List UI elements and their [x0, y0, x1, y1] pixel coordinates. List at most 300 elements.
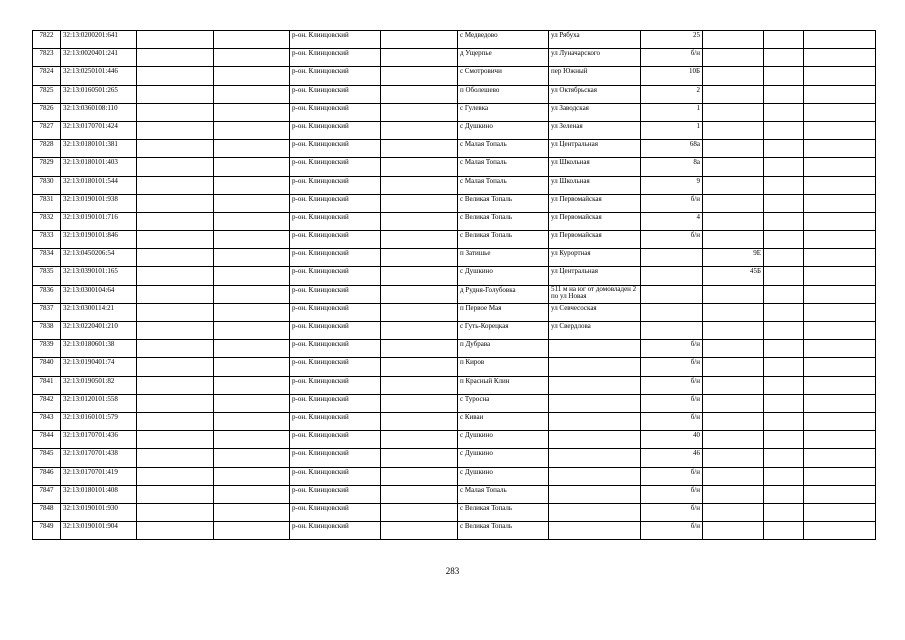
empty-cell — [764, 231, 804, 249]
table-row — [33, 194, 876, 212]
house-number-cell: 1 — [641, 103, 703, 121]
street-cell: ул Зеленая — [549, 121, 641, 139]
building-cell — [703, 49, 764, 67]
district-cell: р-он. Клинцовский — [290, 176, 381, 194]
empty-cell — [764, 103, 804, 121]
row-number-cell: 7822 — [33, 31, 61, 49]
table-row — [33, 322, 876, 340]
street-cell — [549, 467, 641, 485]
table-row — [33, 231, 876, 249]
empty-cell — [214, 194, 290, 212]
empty-cell — [214, 49, 290, 67]
row-number-cell: 7833 — [33, 231, 61, 249]
page-number: 283 — [445, 566, 460, 576]
empty-cell — [804, 322, 876, 340]
house-number-cell — [641, 322, 703, 340]
empty-cell — [381, 67, 458, 85]
empty-cell — [764, 212, 804, 230]
row-number-cell: 7843 — [33, 412, 61, 430]
settlement-cell: п Затишье — [458, 249, 549, 267]
house-number-cell: б/н — [641, 485, 703, 503]
registry-table — [32, 30, 876, 540]
settlement-cell: с Малая Топаль — [458, 158, 549, 176]
settlement-cell: д Ущерпье — [458, 49, 549, 67]
empty-cell — [137, 485, 214, 503]
empty-cell — [214, 121, 290, 139]
building-cell: 9Е — [703, 249, 764, 267]
district-cell: р-он. Клинцовский — [290, 249, 381, 267]
empty-cell — [214, 485, 290, 503]
cadastral-number-cell: 32:13:0180101:408 — [61, 485, 137, 503]
street-cell — [549, 431, 641, 449]
empty-cell — [381, 485, 458, 503]
empty-cell — [804, 467, 876, 485]
district-cell: р-он. Клинцовский — [290, 303, 381, 321]
empty-cell — [381, 267, 458, 285]
cadastral-number-cell: 32:13:0300114:21 — [61, 303, 137, 321]
empty-cell — [804, 376, 876, 394]
table-row — [33, 285, 876, 303]
empty-cell — [214, 303, 290, 321]
district-cell: р-он. Клинцовский — [290, 103, 381, 121]
building-cell — [703, 85, 764, 103]
street-cell: ул Севчесоская — [549, 303, 641, 321]
building-cell — [703, 522, 764, 540]
empty-cell — [804, 412, 876, 430]
empty-cell — [214, 449, 290, 467]
cadastral-number-cell: 32:13:0220401:210 — [61, 322, 137, 340]
street-cell: пер Южный — [549, 67, 641, 85]
house-number-cell: 4 — [641, 212, 703, 230]
empty-cell — [764, 503, 804, 521]
row-number-cell: 7826 — [33, 103, 61, 121]
empty-cell — [381, 303, 458, 321]
district-cell: р-он. Клинцовский — [290, 485, 381, 503]
empty-cell — [214, 358, 290, 376]
settlement-cell: с Душкино — [458, 431, 549, 449]
empty-cell — [137, 194, 214, 212]
building-cell: 45Б — [703, 267, 764, 285]
empty-cell — [804, 231, 876, 249]
empty-cell — [137, 31, 214, 49]
cadastral-number-cell: 32:13:0180601:38 — [61, 340, 137, 358]
empty-cell — [764, 85, 804, 103]
empty-cell — [381, 176, 458, 194]
empty-cell — [381, 249, 458, 267]
cadastral-number-cell: 32:13:0170701:419 — [61, 467, 137, 485]
settlement-cell: д Рудня-Голубовка — [458, 285, 549, 303]
street-cell: ул Первомайская — [549, 194, 641, 212]
empty-cell — [214, 158, 290, 176]
district-cell: р-он. Клинцовский — [290, 49, 381, 67]
street-cell: ул Центральная — [549, 140, 641, 158]
row-number-cell: 7842 — [33, 394, 61, 412]
empty-cell — [137, 285, 214, 303]
cadastral-number-cell: 32:13:0020401:241 — [61, 49, 137, 67]
building-cell — [703, 376, 764, 394]
empty-cell — [764, 467, 804, 485]
empty-cell — [381, 158, 458, 176]
building-cell — [703, 194, 764, 212]
empty-cell — [381, 522, 458, 540]
district-cell: р-он. Клинцовский — [290, 158, 381, 176]
empty-cell — [381, 194, 458, 212]
cadastral-number-cell: 32:13:0190401:74 — [61, 358, 137, 376]
building-cell — [703, 231, 764, 249]
empty-cell — [214, 103, 290, 121]
empty-cell — [381, 103, 458, 121]
empty-cell — [381, 340, 458, 358]
table-row — [33, 176, 876, 194]
empty-cell — [764, 322, 804, 340]
empty-cell — [137, 522, 214, 540]
district-cell: р-он. Клинцовский — [290, 394, 381, 412]
empty-cell — [764, 358, 804, 376]
district-cell: р-он. Клинцовский — [290, 449, 381, 467]
row-number-cell: 7835 — [33, 267, 61, 285]
empty-cell — [804, 522, 876, 540]
district-cell: р-он. Клинцовский — [290, 121, 381, 139]
empty-cell — [804, 303, 876, 321]
row-number-cell: 7840 — [33, 358, 61, 376]
building-cell — [703, 485, 764, 503]
empty-cell — [764, 49, 804, 67]
empty-cell — [137, 467, 214, 485]
empty-cell — [764, 485, 804, 503]
empty-cell — [381, 503, 458, 521]
cadastral-number-cell: 32:13:0180101:403 — [61, 158, 137, 176]
empty-cell — [804, 503, 876, 521]
empty-cell — [137, 140, 214, 158]
table-row — [33, 358, 876, 376]
empty-cell — [214, 67, 290, 85]
settlement-cell: п Оболешево — [458, 85, 549, 103]
empty-cell — [137, 340, 214, 358]
district-cell: р-он. Клинцовский — [290, 431, 381, 449]
empty-cell — [804, 285, 876, 303]
empty-cell — [381, 85, 458, 103]
empty-cell — [214, 412, 290, 430]
street-cell — [549, 522, 641, 540]
table-row — [33, 412, 876, 430]
district-cell: р-он. Клинцовский — [290, 267, 381, 285]
street-cell: ул Заводская — [549, 103, 641, 121]
empty-cell — [381, 121, 458, 139]
cadastral-number-cell: 32:13:0170701:424 — [61, 121, 137, 139]
empty-cell — [214, 467, 290, 485]
cadastral-number-cell: 32:13:0190501:82 — [61, 376, 137, 394]
building-cell — [703, 176, 764, 194]
empty-cell — [137, 49, 214, 67]
district-cell: р-он. Клинцовский — [290, 412, 381, 430]
street-cell — [549, 503, 641, 521]
row-number-cell: 7847 — [33, 485, 61, 503]
table-row — [33, 376, 876, 394]
district-cell: р-он. Клинцовский — [290, 467, 381, 485]
table-row — [33, 522, 876, 540]
house-number-cell: б/н — [641, 358, 703, 376]
empty-cell — [764, 121, 804, 139]
row-number-cell: 7828 — [33, 140, 61, 158]
building-cell — [703, 412, 764, 430]
settlement-cell: с Гуть-Корецкая — [458, 322, 549, 340]
street-cell: ул Центральная — [549, 267, 641, 285]
cadastral-number-cell: 32:13:0250101:446 — [61, 67, 137, 85]
building-cell — [703, 158, 764, 176]
settlement-cell: с Малая Топаль — [458, 176, 549, 194]
empty-cell — [214, 267, 290, 285]
empty-cell — [137, 322, 214, 340]
street-cell — [549, 340, 641, 358]
empty-cell — [764, 285, 804, 303]
empty-cell — [137, 376, 214, 394]
empty-cell — [214, 31, 290, 49]
empty-cell — [381, 412, 458, 430]
street-cell — [549, 449, 641, 467]
house-number-cell — [641, 249, 703, 267]
table-row — [33, 303, 876, 321]
table-row — [33, 158, 876, 176]
building-cell — [703, 140, 764, 158]
row-number-cell: 7834 — [33, 249, 61, 267]
empty-cell — [381, 322, 458, 340]
house-number-cell: 25 — [641, 31, 703, 49]
empty-cell — [804, 103, 876, 121]
building-cell — [703, 431, 764, 449]
cadastral-number-cell: 32:13:0180101:544 — [61, 176, 137, 194]
empty-cell — [214, 322, 290, 340]
settlement-cell: с Душкино — [458, 467, 549, 485]
settlement-cell: с Малая Топаль — [458, 140, 549, 158]
house-number-cell: 46 — [641, 449, 703, 467]
house-number-cell — [641, 285, 703, 303]
settlement-cell: с Душкино — [458, 267, 549, 285]
empty-cell — [381, 231, 458, 249]
table-row — [33, 31, 876, 49]
empty-cell — [804, 249, 876, 267]
district-cell: р-он. Клинцовский — [290, 140, 381, 158]
empty-cell — [137, 67, 214, 85]
street-cell — [549, 358, 641, 376]
empty-cell — [764, 31, 804, 49]
empty-cell — [214, 340, 290, 358]
row-number-cell: 7848 — [33, 503, 61, 521]
house-number-cell: б/н — [641, 49, 703, 67]
house-number-cell: б/н — [641, 231, 703, 249]
settlement-cell: с Великая Топаль — [458, 194, 549, 212]
cadastral-number-cell: 32:13:0390101:165 — [61, 267, 137, 285]
street-cell: ул Первомайская — [549, 212, 641, 230]
empty-cell — [804, 31, 876, 49]
empty-cell — [764, 194, 804, 212]
cadastral-number-cell: 32:13:0160101:579 — [61, 412, 137, 430]
cadastral-number-cell: 32:13:0190101:846 — [61, 231, 137, 249]
empty-cell — [764, 140, 804, 158]
house-number-cell: 9 — [641, 176, 703, 194]
empty-cell — [137, 212, 214, 230]
empty-cell — [381, 467, 458, 485]
settlement-cell: с Душкино — [458, 449, 549, 467]
empty-cell — [764, 267, 804, 285]
street-cell: ул Курортная — [549, 249, 641, 267]
street-cell — [549, 412, 641, 430]
empty-cell — [764, 412, 804, 430]
settlement-cell: с Душкино — [458, 121, 549, 139]
empty-cell — [804, 267, 876, 285]
empty-cell — [381, 31, 458, 49]
district-cell: р-он. Клинцовский — [290, 358, 381, 376]
empty-cell — [137, 303, 214, 321]
house-number-cell: 40 — [641, 431, 703, 449]
empty-cell — [764, 158, 804, 176]
empty-cell — [804, 176, 876, 194]
empty-cell — [214, 394, 290, 412]
house-number-cell: б/н — [641, 376, 703, 394]
settlement-cell: п Дубрава — [458, 340, 549, 358]
building-cell — [703, 121, 764, 139]
empty-cell — [214, 231, 290, 249]
empty-cell — [137, 394, 214, 412]
row-number-cell: 7846 — [33, 467, 61, 485]
table-row — [33, 103, 876, 121]
empty-cell — [137, 103, 214, 121]
district-cell: р-он. Клинцовский — [290, 522, 381, 540]
settlement-cell: с Смотровичи — [458, 67, 549, 85]
street-cell: 511 м на юг от домовладен 2 по ул Новая — [549, 285, 641, 303]
table-row — [33, 503, 876, 521]
house-number-cell: б/н — [641, 522, 703, 540]
empty-cell — [214, 212, 290, 230]
row-number-cell: 7831 — [33, 194, 61, 212]
building-cell — [703, 285, 764, 303]
row-number-cell: 7824 — [33, 67, 61, 85]
empty-cell — [214, 522, 290, 540]
empty-cell — [804, 49, 876, 67]
house-number-cell: б/н — [641, 503, 703, 521]
empty-cell — [381, 394, 458, 412]
empty-cell — [214, 431, 290, 449]
house-number-cell: 10Б — [641, 67, 703, 85]
row-number-cell: 7830 — [33, 176, 61, 194]
empty-cell — [804, 140, 876, 158]
empty-cell — [764, 303, 804, 321]
row-number-cell: 7838 — [33, 322, 61, 340]
street-cell — [549, 376, 641, 394]
building-cell — [703, 212, 764, 230]
empty-cell — [764, 67, 804, 85]
empty-cell — [137, 503, 214, 521]
empty-cell — [804, 485, 876, 503]
street-cell: ул Свердлова — [549, 322, 641, 340]
empty-cell — [381, 140, 458, 158]
empty-cell — [137, 121, 214, 139]
table-row — [33, 267, 876, 285]
row-number-cell: 7827 — [33, 121, 61, 139]
building-cell — [703, 358, 764, 376]
empty-cell — [804, 85, 876, 103]
district-cell: р-он. Клинцовский — [290, 67, 381, 85]
street-cell — [549, 485, 641, 503]
table-row — [33, 249, 876, 267]
empty-cell — [804, 340, 876, 358]
empty-cell — [804, 394, 876, 412]
empty-cell — [381, 376, 458, 394]
building-cell — [703, 340, 764, 358]
empty-cell — [764, 522, 804, 540]
empty-cell — [804, 121, 876, 139]
building-cell — [703, 503, 764, 521]
settlement-cell: п Киров — [458, 358, 549, 376]
house-number-cell: 1 — [641, 121, 703, 139]
cadastral-number-cell: 32:13:0190101:716 — [61, 212, 137, 230]
empty-cell — [381, 358, 458, 376]
table-row — [33, 485, 876, 503]
empty-cell — [764, 431, 804, 449]
house-number-cell: б/н — [641, 194, 703, 212]
cadastral-number-cell: 32:13:0190101:904 — [61, 522, 137, 540]
settlement-cell: п Красный Клин — [458, 376, 549, 394]
empty-cell — [381, 449, 458, 467]
building-cell — [703, 103, 764, 121]
street-cell: ул Луначарского — [549, 49, 641, 67]
table-row — [33, 431, 876, 449]
empty-cell — [764, 249, 804, 267]
row-number-cell: 7844 — [33, 431, 61, 449]
street-cell: ул Школьная — [549, 158, 641, 176]
table-row — [33, 140, 876, 158]
building-cell — [703, 394, 764, 412]
street-cell: ул Рябуха — [549, 31, 641, 49]
empty-cell — [804, 212, 876, 230]
empty-cell — [764, 340, 804, 358]
street-cell: ул Школьная — [549, 176, 641, 194]
district-cell: р-он. Клинцовский — [290, 231, 381, 249]
street-cell — [549, 394, 641, 412]
table-row — [33, 85, 876, 103]
district-cell: р-он. Клинцовский — [290, 212, 381, 230]
settlement-cell: с Малая Топаль — [458, 485, 549, 503]
empty-cell — [381, 212, 458, 230]
cadastral-number-cell: 32:13:0360108:110 — [61, 103, 137, 121]
settlement-cell: с Великая Топаль — [458, 503, 549, 521]
empty-cell — [214, 140, 290, 158]
building-cell — [703, 449, 764, 467]
district-cell: р-он. Клинцовский — [290, 31, 381, 49]
empty-cell — [381, 431, 458, 449]
settlement-cell: с Туросна — [458, 394, 549, 412]
empty-cell — [137, 449, 214, 467]
table-body — [33, 31, 876, 540]
table-row — [33, 340, 876, 358]
settlement-cell: с Киваи — [458, 412, 549, 430]
district-cell: р-он. Клинцовский — [290, 85, 381, 103]
empty-cell — [381, 49, 458, 67]
empty-cell — [214, 249, 290, 267]
empty-cell — [137, 249, 214, 267]
empty-cell — [764, 449, 804, 467]
house-number-cell: 2 — [641, 85, 703, 103]
empty-cell — [214, 176, 290, 194]
district-cell: р-он. Клинцовский — [290, 285, 381, 303]
empty-cell — [214, 85, 290, 103]
cadastral-number-cell: 32:13:0160501:265 — [61, 85, 137, 103]
cadastral-number-cell: 32:13:0200201:641 — [61, 31, 137, 49]
empty-cell — [137, 412, 214, 430]
district-cell: р-он. Клинцовский — [290, 340, 381, 358]
table-row — [33, 467, 876, 485]
table-row — [33, 49, 876, 67]
row-number-cell: 7836 — [33, 285, 61, 303]
